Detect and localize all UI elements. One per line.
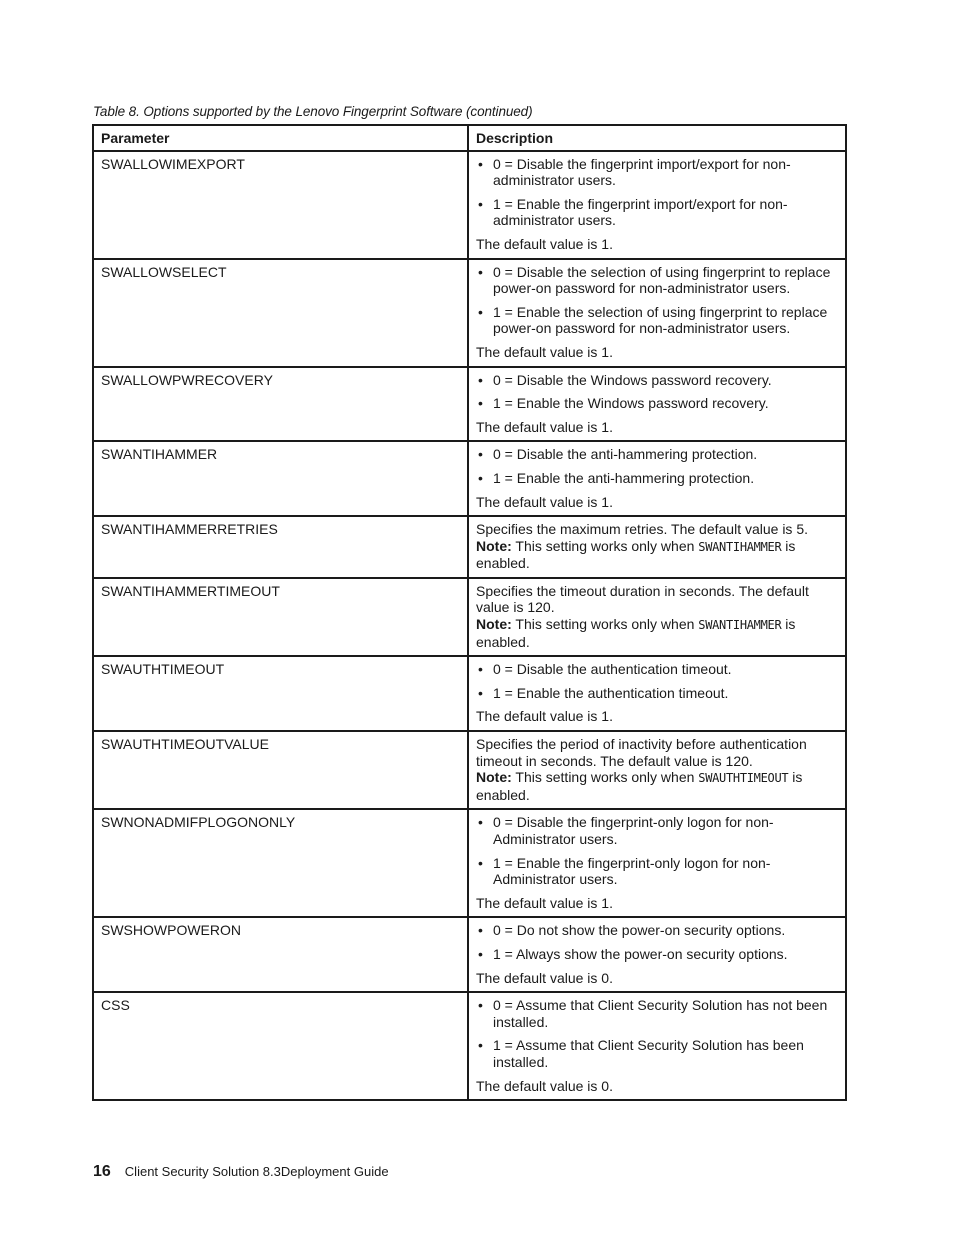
table-row	[93, 809, 846, 917]
note-label: Note:	[476, 537, 512, 554]
option-item: • 1 = Enable the authentication timeout.	[476, 685, 838, 702]
table-row	[93, 151, 846, 259]
options-table	[92, 124, 847, 1101]
option-item: • 0 = Do not show the power-on security options.	[476, 922, 838, 939]
description-cell	[468, 259, 846, 367]
parameter-cell: SWANTIHAMMER	[93, 441, 468, 516]
option-list	[476, 814, 838, 887]
option-item: • 0 = Disable the fingerprint-only logon for non-Administrator users.	[476, 814, 838, 847]
option-item: • 0 = Disable the authentication timeout.	[476, 661, 838, 678]
description-text	[476, 736, 838, 803]
description-text	[476, 521, 838, 572]
default-value-text: The default value is 1.	[476, 235, 613, 252]
page-number: 16	[93, 1163, 111, 1180]
parameter-cell: SWALLOWSELECT	[93, 259, 468, 367]
table-row	[93, 656, 846, 731]
table-row	[93, 917, 846, 992]
note-text: This setting works only when	[515, 769, 699, 786]
option-list	[476, 372, 838, 412]
parameter-cell: SWAUTHTIMEOUTVALUE	[93, 731, 468, 809]
description-cell	[468, 809, 846, 917]
default-value-text: The default value is 1.	[476, 418, 613, 435]
option-item: • 1 = Enable the fingerprint import/export for non-administrator users.	[476, 196, 838, 229]
default-value-text: The default value is 1.	[476, 708, 613, 725]
description-sentence: Specifies the timeout duration in seconds. The default value is 120.	[476, 582, 809, 616]
option-item: • 0 = Disable the anti-hammering protection.	[476, 446, 838, 463]
note-setting-code: SWANTIHAMMER	[698, 618, 782, 633]
option-item: • 0 = Disable the selection of using fingerprint to replace power-on password for non-administrator users.	[476, 264, 838, 297]
parameter-cell: SWNONADMIFPLOGONONLY	[93, 809, 468, 917]
parameter-cell: SWAUTHTIMEOUT	[93, 656, 468, 731]
description-cell	[468, 441, 846, 516]
parameter-cell: CSS	[93, 992, 468, 1100]
note-setting-code: SWAUTHTIMEOUT	[698, 771, 789, 786]
header-parameter: Parameter	[93, 125, 468, 151]
option-item: • 0 = Disable the Windows password recovery.	[476, 372, 838, 389]
header-description: Description	[468, 125, 846, 151]
note-text: This setting works only when	[515, 537, 699, 554]
description-cell	[468, 731, 846, 809]
option-list	[476, 446, 838, 486]
option-list	[476, 156, 838, 229]
option-list	[476, 997, 838, 1070]
default-value-text: The default value is 1.	[476, 894, 613, 911]
parameter-cell: SWALLOWIMEXPORT	[93, 151, 468, 259]
description-cell	[468, 151, 846, 259]
note-text-end: is enabled.	[476, 769, 803, 803]
description-cell	[468, 917, 846, 992]
description-cell	[468, 656, 846, 731]
table-caption: Table 8. Options supported by the Lenovo Fingerprint Software (continued)	[93, 104, 533, 119]
description-cell	[468, 578, 846, 656]
parameter-cell: SWSHOWPOWERON	[93, 917, 468, 992]
description-cell	[468, 367, 846, 442]
note-label: Note:	[476, 769, 512, 786]
option-list	[476, 661, 838, 701]
default-value-text: The default value is 0.	[476, 1077, 613, 1094]
table-header-row	[93, 125, 846, 151]
table-row	[93, 731, 846, 809]
default-value-text: The default value is 1.	[476, 343, 613, 360]
description-cell	[468, 516, 846, 578]
note-text: This setting works only when	[515, 616, 699, 633]
option-item: • 1 = Enable the selection of using fingerprint to replace power-on password for non-administrator users.	[476, 304, 838, 337]
option-item: • 1 = Enable the anti-hammering protection.	[476, 470, 838, 487]
parameter-cell: SWANTIHAMMERTIMEOUT	[93, 578, 468, 656]
default-value-text: The default value is 1.	[476, 493, 613, 510]
parameter-cell: SWANTIHAMMERRETRIES	[93, 516, 468, 578]
option-list	[476, 264, 838, 337]
note-text-end: is enabled.	[476, 616, 796, 650]
table-row	[93, 516, 846, 578]
description-text	[476, 583, 838, 650]
option-item: • 1 = Enable the Windows password recovery.	[476, 395, 838, 412]
table-row	[93, 992, 846, 1100]
table-row	[93, 367, 846, 442]
table-row	[93, 578, 846, 656]
parameter-cell: SWALLOWPWRECOVERY	[93, 367, 468, 442]
note-text-end: is enabled.	[476, 537, 796, 572]
option-item: • 1 = Always show the power-on security options.	[476, 946, 838, 963]
table-row	[93, 441, 846, 516]
note-setting-code: SWANTIHAMMER	[698, 539, 782, 554]
description-sentence: Specifies the period of inactivity before authentication timeout in seconds. The default value is 120.	[476, 736, 807, 769]
option-list	[476, 922, 838, 962]
description-cell	[468, 992, 846, 1100]
option-item: • 1 = Enable the fingerprint-only logon for non-Administrator users.	[476, 855, 838, 888]
description-sentence: Specifies the maximum retries. The default value is 5.	[476, 521, 809, 538]
note-label: Note:	[476, 616, 512, 633]
page-footer	[93, 1163, 389, 1181]
option-item: • 0 = Disable the fingerprint import/export for non-administrator users.	[476, 156, 838, 189]
table-row	[93, 259, 846, 367]
option-item: • 1 = Assume that Client Security Solution has been installed.	[476, 1037, 838, 1070]
option-item: • 0 = Assume that Client Security Solution has not been installed.	[476, 997, 838, 1030]
document-title: Client Security Solution 8.3Deployment Guide	[124, 1164, 389, 1179]
default-value-text: The default value is 0.	[476, 969, 613, 986]
